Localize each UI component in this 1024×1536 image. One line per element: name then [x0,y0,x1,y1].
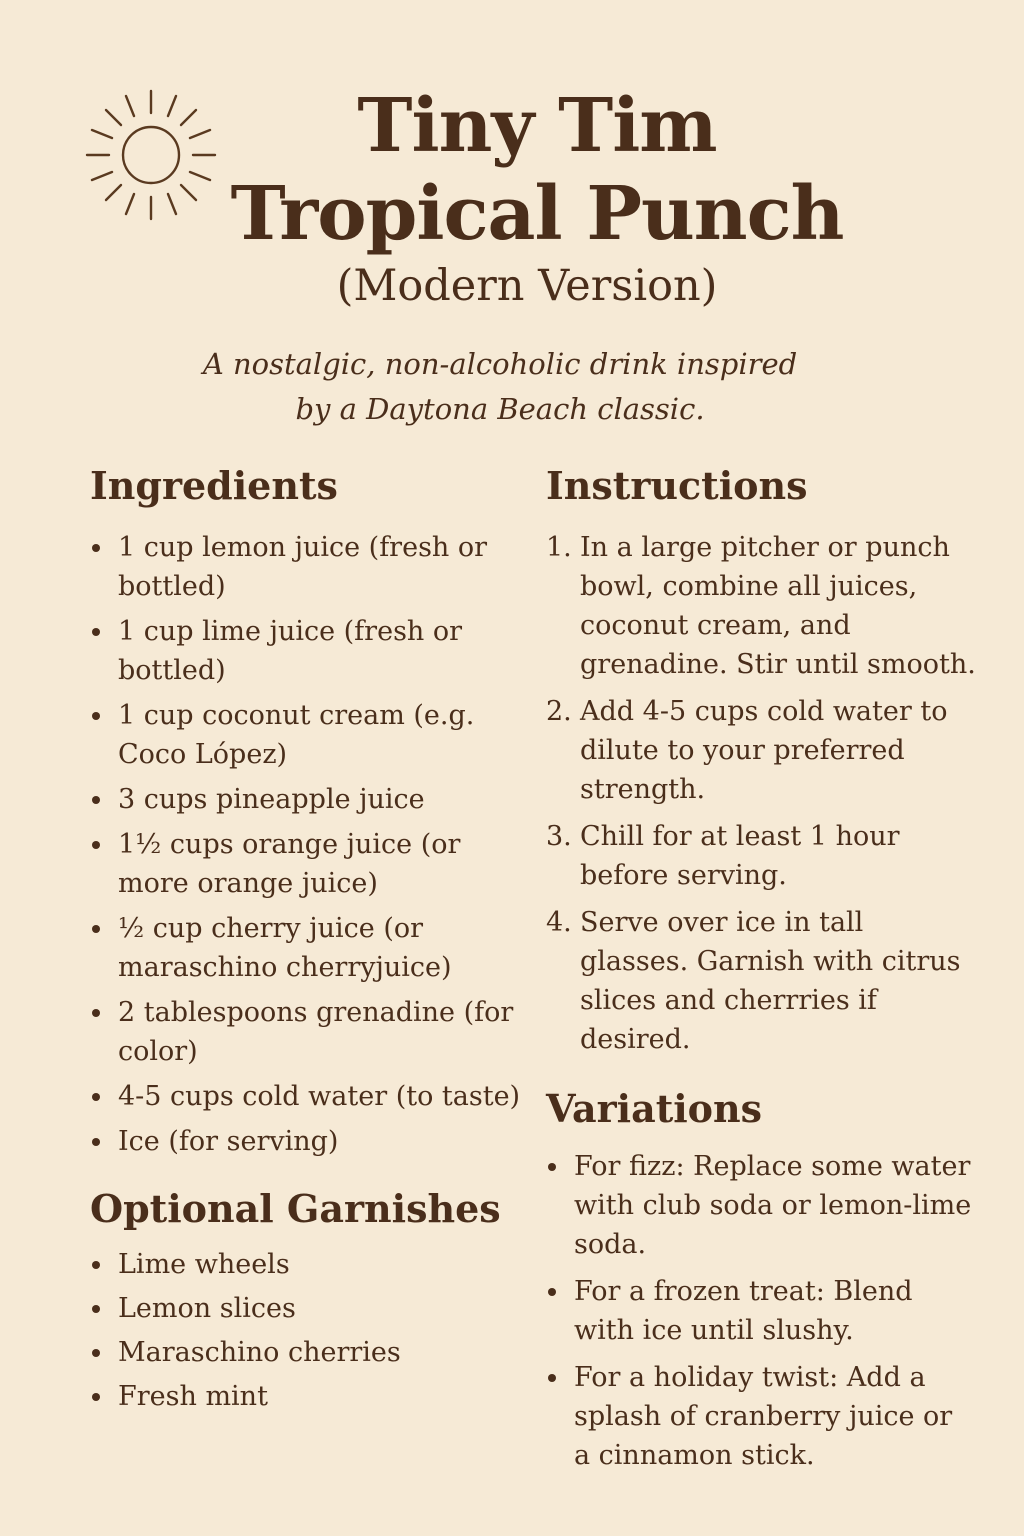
step-number: 1. [546,532,572,563]
list-item: ½ cup cherry juice (or maraschino cherryjuice) [90,909,530,987]
instruction-step [546,528,976,684]
list-item: For fizz: Replace some water with club soda or lemon-lime soda. [546,1147,976,1264]
list-item: 1½ cups orange juice (or more orange juice) [90,825,530,903]
instruction-step [546,817,976,895]
step-number: 2. [546,696,572,727]
instructions-heading: Instructions [546,463,808,508]
step-text: Serve over ice in tall glasses. Garnish with citrus slices and cherrries if desired. [580,907,961,1055]
tagline-line-2: by a Daytona Beach classic. [295,392,705,426]
step-number: 3. [546,821,572,852]
list-item: For a frozen treat: Blend with ice until slushy. [546,1272,976,1350]
ingredients-heading: Ingredients [90,463,338,508]
garnishes-list [90,1245,530,1416]
tagline [130,342,870,432]
step-number: 4. [546,907,572,938]
list-item: 1 cup lime juice (fresh or bottled) [90,612,530,690]
step-text: In a large pitcher or punch bowl, combine all juices, coconut cream, and grenadine. Stir until smooth. [580,532,976,680]
right-column [546,458,976,1483]
instruction-step [546,692,976,809]
list-item: 1 cup lemon juice (fresh or bottled) [90,528,530,606]
list-item: Lemon slices [90,1289,530,1328]
garnishes-heading: Optional Garnishes [90,1186,501,1231]
list-item: 3 cups pineapple juice [90,780,530,819]
ingredients-list [90,528,530,1161]
tagline-line-1: A nostalgic, non-alcoholic drink inspired [202,347,798,381]
left-column [90,458,530,1421]
list-item: Fresh mint [90,1377,530,1416]
page-title [0,82,1024,258]
title-line-2: Tropical Punch [230,171,844,257]
step-text: Add 4-5 cups cold water to dilute to your preferred strength. [580,696,948,805]
variations-heading: Variations [546,1086,763,1131]
subtitle: (Modern Version) [336,261,718,311]
list-item: 1 cup coconut cream (e.g. Coco López) [90,696,530,774]
list-item: Maraschino cherries [90,1333,530,1372]
list-item: 2 tablespoons grenadine (for color) [90,993,530,1071]
list-item: Lime wheels [90,1245,530,1284]
title-block [0,82,1024,314]
list-item: For a holiday twist: Add a splash of cranberry juice or a cinnamon stick. [546,1358,976,1475]
list-item: 4-5 cups cold water (to taste) [90,1077,530,1116]
instruction-step [546,903,976,1059]
list-item: Ice (for serving) [90,1122,530,1161]
variations-list [546,1147,976,1475]
step-text: Chill for at least 1 hour before serving. [580,821,900,891]
instructions-list [546,528,976,1059]
title-line-1: Tiny Tim [357,83,717,169]
